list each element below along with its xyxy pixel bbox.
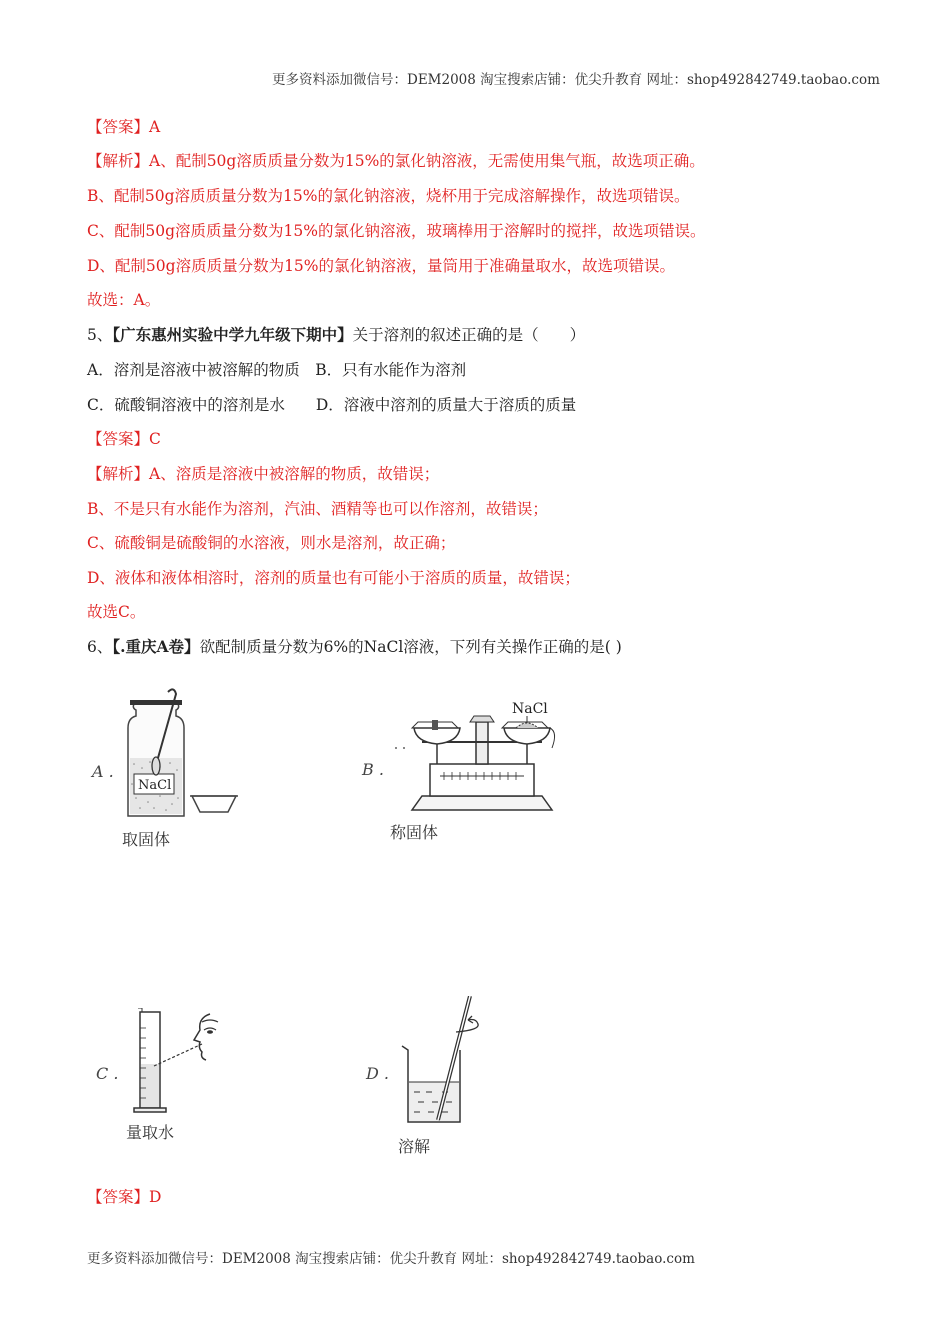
q4-analysis-line: D、配制50g溶质质量分数为15%的氯化钠溶液，量筒用于准确量取水，故选项错误。	[87, 257, 676, 275]
q5-analysis-line: 故选C。	[87, 603, 146, 621]
q6-answer: 【答案】D	[87, 1188, 162, 1206]
q4-analysis-line: 【解析】A、配制50g溶质质量分数为15%的氯化钠溶液，无需使用集气瓶，故选项正确。	[87, 152, 705, 170]
q4-analysis-line: C、配制50g溶质质量分数为15%的氯化钠溶液，玻璃棒用于溶解时的搅拌，故选项错误。	[87, 222, 706, 240]
q5-options-row: C．硫酸铜溶液中的溶剂是水 D．溶液中溶剂的质量大于溶质的质量	[87, 396, 577, 414]
page-header: 更多资料添加微信号：DEM2008 淘宝搜索店铺：优尖升教育 网址：shop492842749.taobao.com	[272, 72, 880, 88]
q5-options-row: A．溶剂是溶液中被溶解的物质 B．只有水能作为溶剂	[87, 361, 467, 379]
q5-question	[87, 325, 585, 345]
figure-c-measure-water	[124, 1008, 229, 1116]
q6-number: 6、	[87, 638, 113, 656]
figure-b-weigh-solid	[392, 698, 562, 816]
q5-number: 5、	[87, 326, 113, 344]
figure-a-caption: 取固体	[122, 830, 171, 849]
figure-c-caption: 量取水	[126, 1123, 175, 1142]
q5-analysis-line: D、液体和液体相溶时，溶剂的质量也有可能小于溶质的质量，故错误；	[87, 569, 580, 587]
figure-b-nacl-tag: NaCl	[512, 701, 548, 717]
figure-b-label: B .	[362, 760, 384, 779]
q4-analysis-line: B、配制50g溶质质量分数为15%的氯化钠溶液，烧杯用于完成溶解操作，故选项错误。	[87, 187, 690, 205]
q6-stem: 欲配制质量分数为6%的NaCl溶液，下列有关操作正确的是( )	[199, 638, 622, 656]
figure-a-label: A .	[92, 762, 114, 781]
q6-source: 【.重庆A卷】	[112, 637, 200, 656]
q5-analysis-line: C、硫酸铜是硫酸铜的水溶液，则水是溶剂，故正确；	[87, 534, 456, 552]
figure-a-nacl-tag: NaCl	[138, 778, 172, 793]
q5-answer: 【答案】C	[87, 430, 161, 448]
figure-d-dissolve	[398, 996, 488, 1128]
q5-stem: 关于溶剂的叙述正确的是（ ）	[352, 326, 586, 344]
q5-analysis-line: B、不是只有水能作为溶剂，汽油、酒精等也可以作溶剂，故错误；	[87, 500, 548, 518]
q5-analysis-line: 【解析】A、溶质是溶液中被溶解的物质，故错误；	[87, 465, 440, 483]
figure-d-label: D .	[366, 1064, 389, 1083]
page-footer: 更多资料添加微信号：DEM2008 淘宝搜索店铺：优尖升教育 网址：shop492842749.taobao.com	[87, 1251, 695, 1267]
figure-a-take-solid	[120, 688, 245, 823]
q6-question	[87, 637, 622, 657]
figure-c-label: C .	[96, 1064, 119, 1083]
figure-b-caption: 称固体	[390, 823, 439, 842]
q5-source: 【广东惠州实验中学九年级下期中】	[112, 325, 353, 344]
q4-analysis-line: 故选：A。	[87, 291, 161, 309]
figure-d-caption: 溶解	[398, 1137, 431, 1156]
q4-answer: 【答案】A	[87, 118, 161, 136]
